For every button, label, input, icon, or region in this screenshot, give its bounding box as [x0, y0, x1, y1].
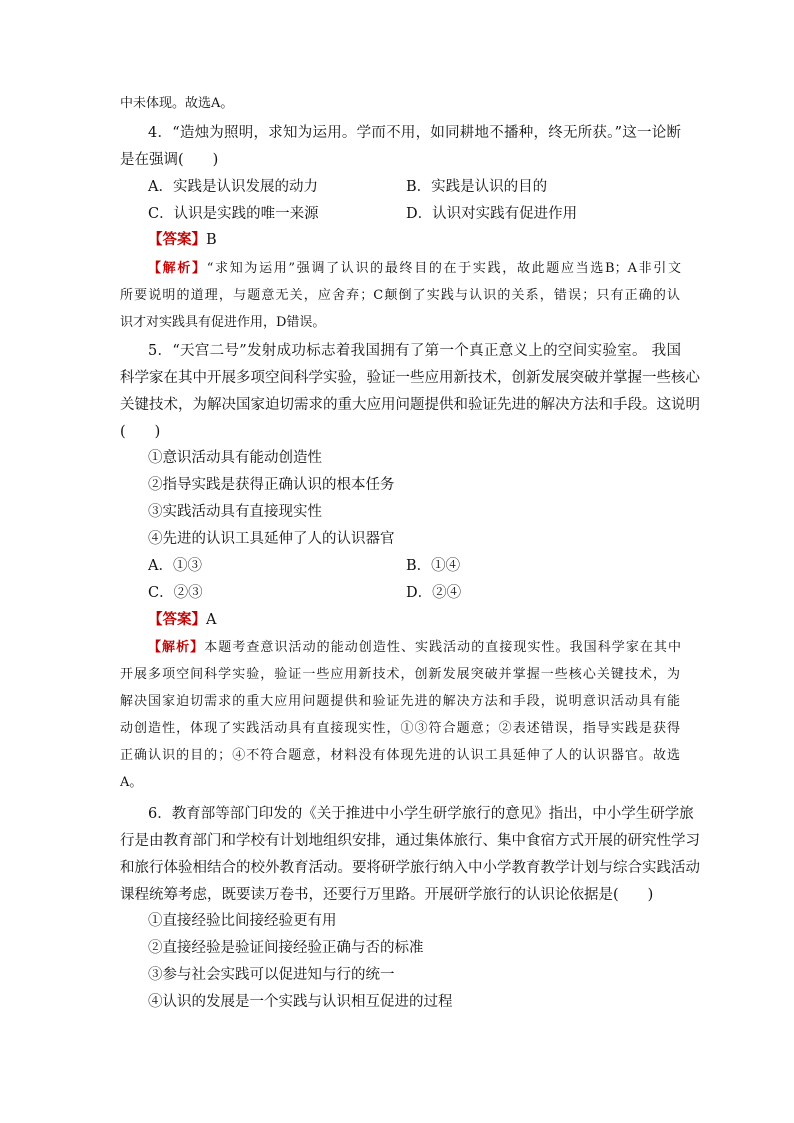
q4-option-b: B．实践是认识的目的 — [406, 179, 548, 195]
q5-item-2: ②指导实践是获得正确认识的根本任务 — [148, 477, 395, 493]
analysis-tag: 【解析】 — [148, 640, 205, 655]
q5-item-4: ④先进的认识工具延伸了人的认识器官 — [148, 531, 395, 547]
q5-analysis-line-5: 正确认识的目的；④不符合题意，材料没有体现先进的认识工具延伸了人的认识器官。故选 — [120, 748, 680, 763]
q6-item-3: ③参与社会实践可以促进知与行的统一 — [148, 967, 395, 983]
q5-option-a: A．①③ — [148, 558, 202, 574]
q6-stem-line-3: 和旅行体验相结合的校外教育活动。要将研学旅行纳入中小学教育教学计划与综合实践活动 — [120, 860, 700, 876]
q4-analysis-line-3: 识才对实践具有促进作用，D错误。 — [120, 315, 326, 330]
q4-answer-value: B — [206, 232, 217, 248]
q5-answer-value: A — [206, 612, 217, 628]
q4-stem-line-1: 4．“造烛为照明，求知为运用。学而不用，如同耕地不播种，终无所获。”这一论断 — [148, 125, 681, 141]
q3-tail-text: 中未体现。故选A。 — [120, 96, 234, 111]
q6-item-1: ①直接经验比间接经验更有用 — [148, 913, 337, 929]
q5-stem-line-1: 5．“天宫二号”发射成功标志着我国拥有了第一个真正意义上的空间实验室。 我国 — [148, 343, 681, 359]
q5-item-3: ③实践活动具有直接现实性 — [148, 504, 322, 520]
q5-option-d: D．②④ — [406, 585, 462, 601]
q5-answer — [148, 610, 216, 630]
q6-stem-line-1: 6．教育部等部门印发的《关于推进中小学生研学旅行的意见》指出，中小学生研学旅 — [148, 806, 694, 822]
q4-analysis-line-2: 所要说明的道理，与题意无关，应舍弃；C颠倒了实践与认识的关系，错误；只有正确的认 — [120, 288, 680, 303]
q5-item-1: ①意识活动具有能动创造性 — [148, 450, 322, 466]
answer-tag: 【答案】 — [148, 231, 206, 248]
q4-stem-line-2: 是在强调( ) — [120, 152, 219, 168]
q5-analysis-line-6: A。 — [120, 775, 143, 790]
q4-answer — [148, 230, 217, 250]
q6-stem-line-4: 课程统筹考虑，既要读万卷书，还要行万里路。开展研学旅行的认识论依据是( ) — [120, 887, 654, 903]
answer-tag: 【答案】 — [148, 611, 206, 628]
q4-option-c: C．认识是实践的唯一来源 — [148, 206, 319, 222]
q5-analysis-line-4: 动创造性，体现了实践活动具有直接现实性，①③符合题意；②表述错误，指导实践是获得 — [120, 721, 680, 736]
q6-item-4: ④认识的发展是一个实践与认识相互促进的过程 — [148, 994, 453, 1010]
q5-option-b: B．①④ — [406, 558, 461, 574]
q4-analysis-line-1 — [148, 259, 681, 279]
q5-stem-line-2: 科学家在其中开展多项空间科学实验，验证一些应用新技术，创新发展突破并掌握一些核心 — [120, 370, 700, 386]
analysis-tag: 【解析】 — [148, 261, 207, 276]
q4-option-a: A．实践是认识发展的动力 — [148, 179, 318, 195]
q5-analysis-line-1 — [148, 638, 681, 658]
q5-analysis-line-2: 开展多项空间科学实验，验证一些应用新技术，创新发展突破并掌握一些核心关键技术，为 — [120, 667, 680, 682]
q5-stem-line-3: 关键技术，为解决国家迫切需求的重大应用问题提供和验证先进的解决方法和手段。这说明 — [120, 397, 700, 413]
q4-option-d: D．认识对实践有促进作用 — [406, 206, 578, 222]
q6-stem-line-2: 行是由教育部门和学校有计划地组织安排，通过集体旅行、集中食宿方式开展的研究性学习 — [120, 833, 700, 849]
q5-analysis-line-3: 解决国家迫切需求的重大应用问题提供和验证先进的解决方法和手段，说明意识活动具有能 — [120, 694, 680, 709]
q6-item-2: ②直接经验是验证间接经验正确与否的标准 — [148, 940, 424, 956]
q4-analysis-text-1: “求知为运用”强调了认识的最终目的在于实践，故此题应当选B；A非引文 — [206, 261, 681, 276]
q5-stem-line-4: ( ) — [120, 424, 161, 440]
q5-analysis-text-1: 本题考查意识活动的能动创造性、实践活动的直接现实性。我国科学家在其中 — [204, 640, 681, 655]
q5-option-c: C．②③ — [148, 585, 203, 601]
